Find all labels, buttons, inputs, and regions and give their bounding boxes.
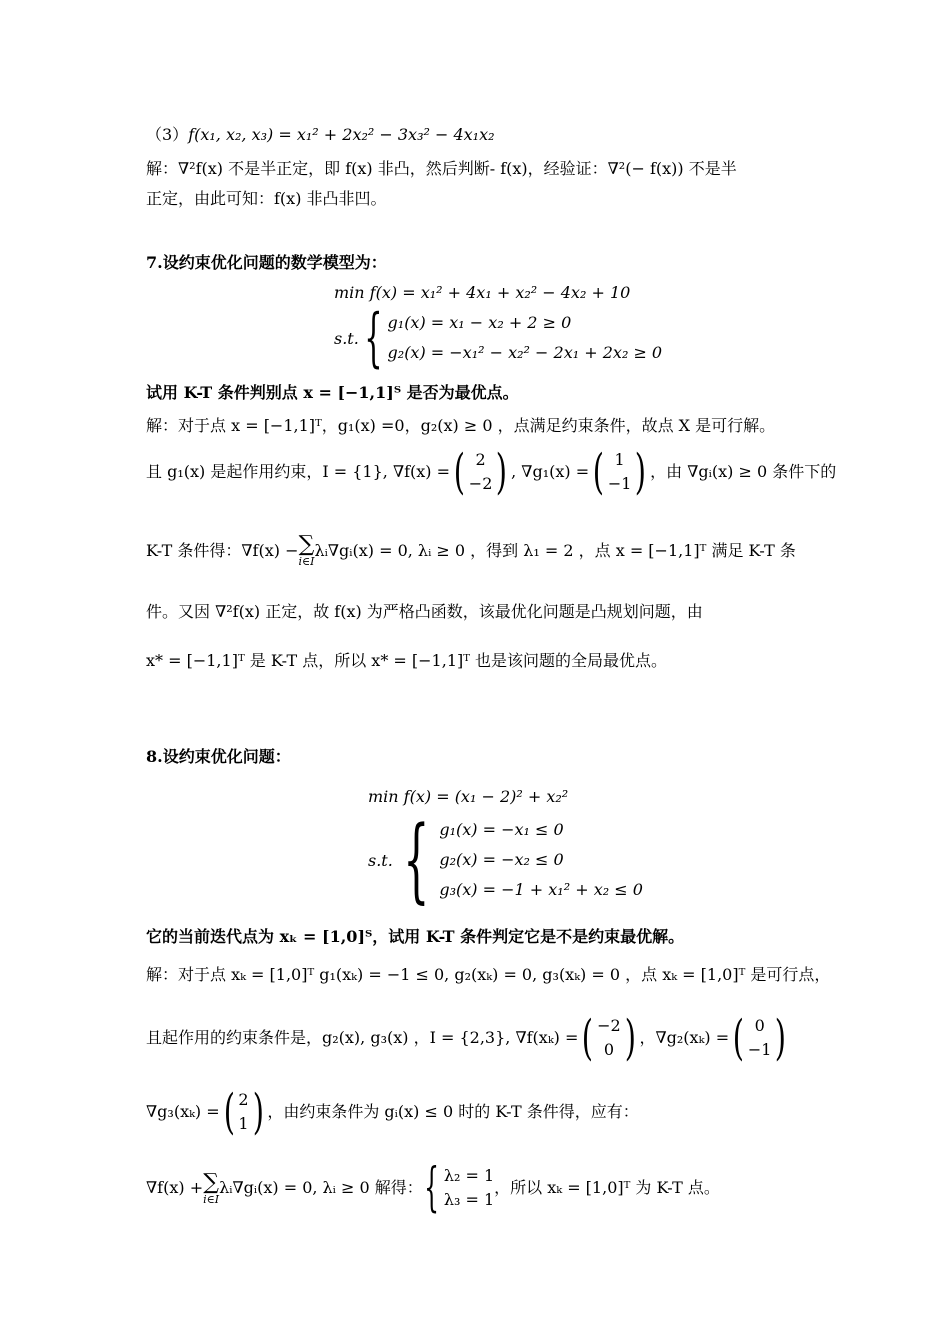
q8-grad-g2-vector: ( 0 −1 ) [732,1010,787,1066]
q8-grad-g2-bottom: −1 [747,1040,772,1059]
q8-lambda-block: { λ₂ = 1 λ₃ = 1 [423,1158,495,1218]
p3-solution-line-1: 解：∇²f(x) 不是半正定，即 f(x) 非凸，然后判断- f(x)，经验证：∇²(− f(x)) 不是半 [146,159,737,178]
q8-sum-subscript: i∈I [203,1192,220,1206]
q8-lambda-2: λ₂ = 1 [443,1166,495,1185]
q8-st-label: s.t. [368,850,393,870]
q8-line2-text-a: 且起作用的约束条件是，g₂(x), g₃(x) ，I = {2,3}, ∇f(xₖ) = [146,1028,579,1047]
q7-grad-g1-top: 1 [614,450,625,469]
q7-line3-text-b: λᵢ∇gᵢ(x) = 0, λᵢ ≥ 0 ，得到 λ₁ = 2 ，点 x = [−1,1]ᵀ 满足 K-T 条 [314,540,796,560]
q8-constraint-g2: g₂(x) = −x₂ ≤ 0 [439,850,564,869]
p3-formula: f(x₁, x₂, x₃) = x₁² + 2x₂² − 3x₃² − 4x₁x₂ [188,125,495,144]
q8-lambda-3: λ₃ = 1 [443,1190,495,1209]
q8-grad-f-vector: ( −2 0 ) [582,1010,636,1066]
p3-label: （3） [146,125,189,144]
q8-grad-f-bottom: 0 [603,1040,615,1059]
q7-objective: min f(x) = x₁² + 4x₁ + x₂² − 4x₂ + 10 [334,283,631,302]
q7-solution-line-1: 解：对于点 x = [−1,1]ᵀ，g₁(x) =0，g₂(x) ≥ 0 ，点满足约束条件，故点 X 是可行解。 [146,416,776,435]
q8-constraint-rows [439,815,643,905]
q8-grad-g2-top: 0 [754,1016,765,1035]
q7-grad-f-top: 2 [475,450,486,469]
q8-grad-g3-vector: ( 2 1 ) [223,1084,264,1140]
q8-objective: min f(x) = (x₁ − 2)² + x₂² [368,787,569,806]
q7-grad-g1-bottom: −1 [607,474,632,493]
q8-solution-line-2 [146,1010,790,1066]
q7-title: 7.设约束优化问题的数学模型为： [146,253,387,272]
q7-line2-text-c: ，由 ∇gᵢ(x) ≥ 0 条件下的 [650,462,837,481]
q7-line2-text-b: , ∇g₁(x) = [511,462,590,481]
q8-constraint-g3: g₃(x) = −1 + x₁² + x₂ ≤ 0 [439,880,643,899]
q8-question: 它的当前迭代点为 xₖ = [1,0]ᵀ，试用 K-T 条件判定它是不是约束最优解。 [146,927,685,946]
q7-sum-symbol: ∑ i∈I [298,532,315,568]
q7-constraint-block [334,301,663,375]
q7-constraint-g1: g₁(x) = x₁ − x₂ + 2 ≥ 0 [387,313,572,332]
q7-solution-line-5: x* = [−1,1]ᵀ 是 K-T 点，所以 x* = [−1,1]ᵀ 也是该问题的全局最优点。 [146,651,668,670]
q7-solution-line-2 [146,444,837,500]
q8-line4-text-b: λᵢ∇gᵢ(x) = 0, λᵢ ≥ 0 解得： [219,1178,423,1197]
q7-grad-f-bottom: −2 [468,474,493,493]
q8-line4-text-a: ∇f(x) + [146,1178,204,1197]
q7-grad-g1-vector: ( 1 −1 ) [592,444,647,500]
q8-line4-text-c: ，所以 xₖ = [1,0]ᵀ 为 K-T 点。 [494,1178,720,1197]
q8-brace: { [402,806,430,913]
q8-solution-line-1: 解：对于点 xₖ = [1,0]ᵀ g₁(xₖ) = −1 ≤ 0, g₂(xₖ) = 0, g₃(xₖ) = 0 ，点 xₖ = [1,0]ᵀ 是可行点， [146,965,831,984]
q8-line2-text-b: ，∇g₂(xₖ) = [639,1028,730,1047]
q8-solution-line-3 [146,1084,639,1140]
q8-constraint-g1: g₁(x) = −x₁ ≤ 0 [439,820,564,839]
q7-solution-line-4: 件。又因 ∇²f(x) 正定，故 f(x) 为严格凸函数，该最优化问题是凸规划问题，由 [146,602,703,621]
q7-constraint-g2: g₂(x) = −x₁² − x₂² − 2x₁ + 2x₂ ≥ 0 [387,343,663,362]
q7-st-label: s.t. [334,328,359,348]
q7-brace: { [364,301,383,375]
q7-line3-text-a: K-T 条件得：∇f(x) − [146,540,299,560]
q7-line2-text-a: 且 g₁(x) 是起作用约束，I = {1}, ∇f(x) = [146,462,451,481]
q8-grad-f-top: −2 [597,1016,621,1035]
q8-grad-g3-bottom: 1 [238,1114,249,1133]
q8-constraint-block [368,806,643,913]
p3-problem-line [146,124,495,146]
q8-line3-text-a: ∇g₃(xₖ) = [146,1102,220,1121]
q7-grad-f-vector: ( 2 −2 ) [453,444,508,500]
q7-solution-line-3 [146,534,796,567]
q8-line3-text-b: ，由约束条件为 gᵢ(x) ≤ 0 时的 K-T 条件得，应有： [267,1102,639,1121]
q7-sum-subscript: i∈I [298,555,315,568]
q8-solution-line-4 [146,1158,720,1218]
q7-question: 试用 K-T 条件判别点 x = [−1,1]ᵀ 是否为最优点。 [146,383,519,402]
q8-grad-g3-top: 2 [238,1090,249,1109]
q8-title: 8.设约束优化问题： [146,747,291,766]
p3-solution-line-2: 正定，由此可知：f(x) 非凸非凹。 [146,189,387,208]
q7-constraint-rows [388,308,663,368]
q8-sum-symbol: ∑ i∈I [203,1169,220,1206]
